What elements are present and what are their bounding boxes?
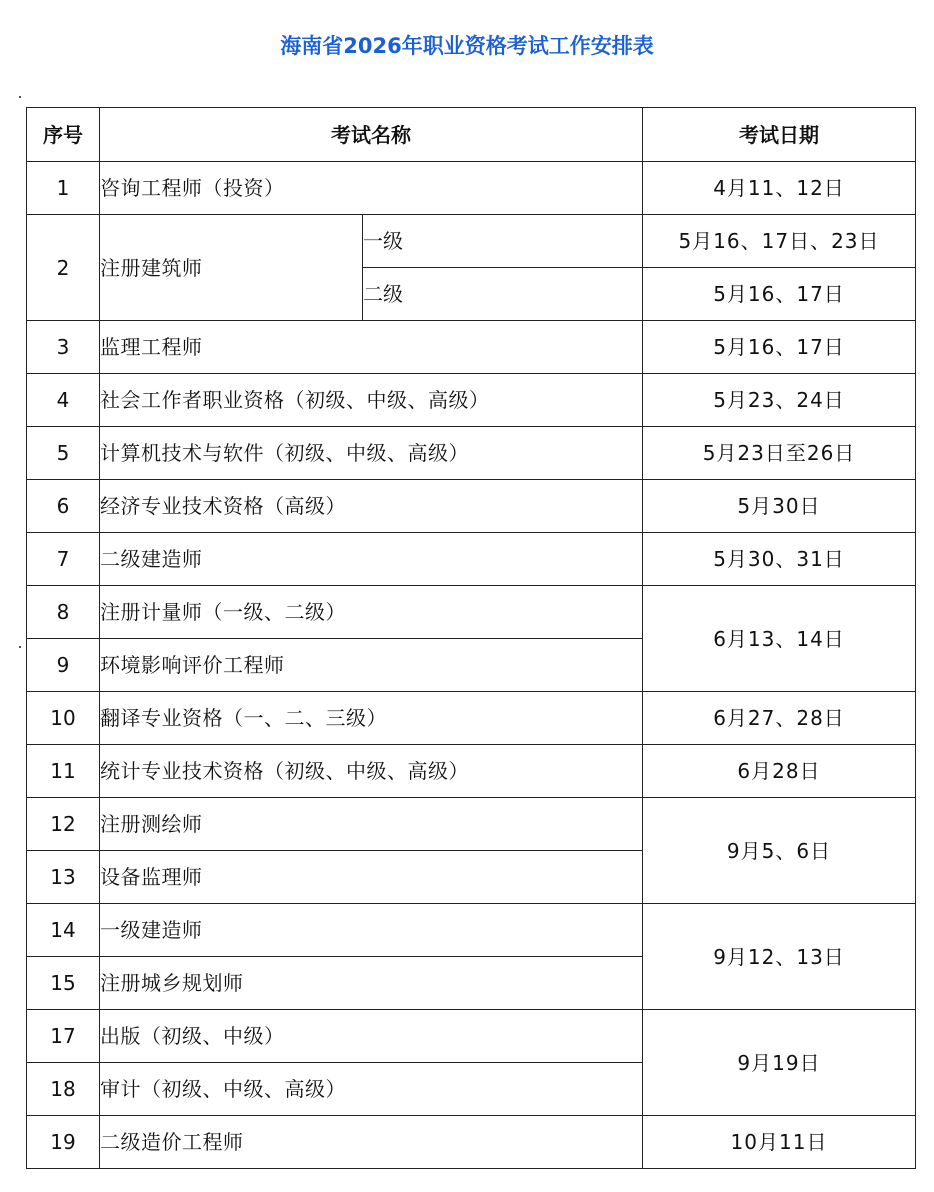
row-seq: 19 <box>27 1116 100 1169</box>
table-row <box>27 904 916 957</box>
row-exam-date: 5月16、17日、23日 <box>643 215 916 268</box>
stray-dot <box>19 96 21 98</box>
row-seq: 15 <box>27 957 100 1010</box>
row-seq: 5 <box>27 427 100 480</box>
row-exam-name: 咨询工程师（投资） <box>100 162 643 215</box>
table-row <box>27 480 916 533</box>
row-exam-date: 9月5、6日 <box>643 798 916 904</box>
row-exam-name: 注册计量师（一级、二级） <box>100 586 643 639</box>
row-seq: 10 <box>27 692 100 745</box>
row-seq: 1 <box>27 162 100 215</box>
row-exam-date: 9月19日 <box>643 1010 916 1116</box>
row-exam-name: 出版（初级、中级） <box>100 1010 643 1063</box>
row-seq: 8 <box>27 586 100 639</box>
row-seq: 9 <box>27 639 100 692</box>
row-seq: 7 <box>27 533 100 586</box>
exam-schedule-table <box>26 107 916 1169</box>
table-row <box>27 321 916 374</box>
stray-dot <box>19 646 21 648</box>
table-row <box>27 162 916 215</box>
row-seq: 4 <box>27 374 100 427</box>
row-exam-name: 环境影响评价工程师 <box>100 639 643 692</box>
row-exam-name: 二级建造师 <box>100 533 643 586</box>
row-exam-date: 6月28日 <box>643 745 916 798</box>
page-title: 海南省2026年职业资格考试工作安排表 <box>280 34 654 58</box>
row-exam-name: 审计（初级、中级、高级） <box>100 1063 643 1116</box>
row-exam-name: 注册测绘师 <box>100 798 643 851</box>
row-exam-name: 一级建造师 <box>100 904 643 957</box>
row-exam-date: 6月13、14日 <box>643 586 916 692</box>
table-row <box>27 215 916 268</box>
table-row <box>27 692 916 745</box>
row-exam-name: 监理工程师 <box>100 321 643 374</box>
row-exam-name: 计算机技术与软件（初级、中级、高级） <box>100 427 643 480</box>
table-row <box>27 745 916 798</box>
row-exam-name: 二级造价工程师 <box>100 1116 643 1169</box>
row-seq: 6 <box>27 480 100 533</box>
table-row <box>27 1116 916 1169</box>
row-seq: 2 <box>27 215 100 321</box>
row-exam-date: 5月23日至26日 <box>643 427 916 480</box>
header-seq: 序号 <box>27 108 100 162</box>
row-exam-name: 社会工作者职业资格（初级、中级、高级） <box>100 374 643 427</box>
header-exam-date: 考试日期 <box>643 108 916 162</box>
header-exam-name: 考试名称 <box>100 108 643 162</box>
row-exam-date: 6月27、28日 <box>643 692 916 745</box>
table-row <box>27 427 916 480</box>
row-seq: 12 <box>27 798 100 851</box>
row-exam-date: 9月12、13日 <box>643 904 916 1010</box>
row-exam-name: 注册建筑师 <box>100 215 363 321</box>
table-row <box>27 798 916 851</box>
table-header-row <box>27 108 916 162</box>
row-exam-name: 经济专业技术资格（高级） <box>100 480 643 533</box>
row-exam-name: 设备监理师 <box>100 851 643 904</box>
row-seq: 13 <box>27 851 100 904</box>
row-seq: 14 <box>27 904 100 957</box>
row-exam-date: 5月16、17日 <box>643 321 916 374</box>
table-row <box>27 586 916 639</box>
row-seq: 3 <box>27 321 100 374</box>
table-row <box>27 374 916 427</box>
row-exam-name: 统计专业技术资格（初级、中级、高级） <box>100 745 643 798</box>
row-exam-name: 注册城乡规划师 <box>100 957 643 1010</box>
row-exam-level: 二级 <box>363 268 643 321</box>
row-exam-name: 翻译专业资格（一、二、三级） <box>100 692 643 745</box>
row-exam-date: 4月11、12日 <box>643 162 916 215</box>
row-exam-level: 一级 <box>363 215 643 268</box>
row-exam-date: 5月30日 <box>643 480 916 533</box>
row-seq: 18 <box>27 1063 100 1116</box>
row-exam-date: 10月11日 <box>643 1116 916 1169</box>
row-exam-date: 5月30、31日 <box>643 533 916 586</box>
row-exam-date: 5月16、17日 <box>643 268 916 321</box>
row-seq: 17 <box>27 1010 100 1063</box>
table-row <box>27 1010 916 1063</box>
table-row <box>27 533 916 586</box>
row-exam-date: 5月23、24日 <box>643 374 916 427</box>
row-seq: 11 <box>27 745 100 798</box>
